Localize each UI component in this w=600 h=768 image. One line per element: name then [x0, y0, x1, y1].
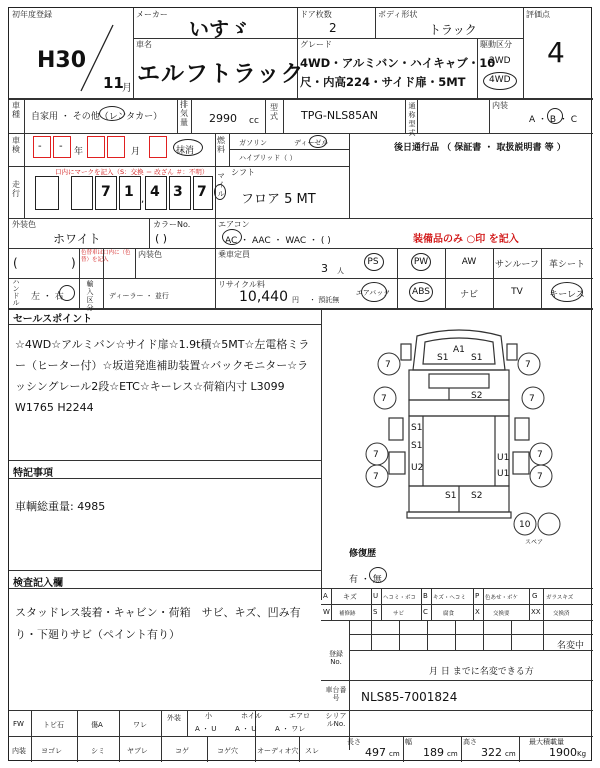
spare-size: 10 — [519, 520, 531, 530]
length-label: 長さ — [347, 738, 361, 746]
handle-value: 左 ・ 右 — [31, 292, 64, 302]
legend-xx-key: XX — [531, 608, 541, 616]
chassis-value: NLS85-7001824 — [361, 690, 458, 704]
inspection-box-4[interactable] — [107, 136, 125, 158]
auction-sheet: 初年度登録 H30 11 月 メーカー いすゞ ドア枚数 2 ボディ形状 トラック 評価点 4 車名 エルフトラック グレード 4WD・アルミバン・ハイキャブ・10 尺・内高224・サイド扉・5MT 駆動区分 2WD 4WD 車種 自家用 ・ その他（レンタカー） 排気量 2990 cc 型式 TPG-NLS85AN 通称型式 内装 A ・ B ・ C 車検 - - 年 月 抹消 燃料 ガソリン ディーゼル ハイブリッド（ ） 後日通行品 （ 保証書 ・ 取扱説明書 等 ） 走行 口内にマークを記入（S：交換 ＝ 改ざん ＃：不明） 7 1 , 4 3 7 マイル シフト フロア 5 MT 外装色 ホワイト カラーNo. ( ) エアコン AC ・ AAC ・ WAC ・ ( ) 装備品のみ ○印 を記入 ( ) 色替車は口内に（色替）を記入 内装色 乗車定員 3 人 ハンドル 左 ・ 右 輸入区分 ディーラー ・ 並行 リサイクル料 10,440 円 ・ 預託無 PS PW AW サンルーフ 革シート エアバック ABS ナビ TV キーレス セールスポイント ☆4WD☆アルミバン☆サイド扉☆1.9t積☆5MT☆左電格ミラー（ヒーター付）☆坂道発進補助装置☆バックモニター☆ラッシングレール2段☆ETC☆キーレス☆荷箱内寸 L3099 W1765 H2244 特記事項 車輌総重量: 4985 検査記入欄 スタッドレス装着・キャビン・荷箱 サビ、キズ、凹み有り・下廻りサビ（ペイント有り） A1 S1 S1 S2 S1 S1 U2 U1 U1 S1 S2 7 7 7 7 7 7 7 7 10 スペア 修復歴 有 ・ 無 A キズ U ヘコミ・ボコ B キズ・ヘコミ P 色あせ・ボケ G ガラスキズ W 補修跡 S サビ C 腐食 X 交換要 XX 交換済 名変中 登録No. 月 日 までに名変できる方 車台番号 NLS85-7001824 シリアルNo. FW トビ石 傷A ワレ 外装 小 A ・ U ホイル A ・ U エアロ A ・ ワレ 内装 ヨゴレ シミ ヤブレ コゲ コゲ穴 オーディオ穴 スレ 長さ 497 cm 幅 189 cm 高さ 322 cm 最大積載量 1900 Kg — [8, 7, 592, 761]
interior-dirt: ヨゴレ — [41, 747, 62, 755]
legend-b-key: B — [423, 592, 428, 600]
legend-s-desc: サビ — [393, 611, 405, 617]
interior-burn-hole: コゲ穴 — [217, 747, 238, 755]
mark-u1-a: U1 — [497, 453, 510, 463]
body: トラック — [429, 23, 477, 37]
fuel-hybrid: ハイブリッド（ ） — [239, 154, 297, 162]
score: 4 — [547, 36, 565, 69]
model-label: 車名 — [136, 40, 152, 49]
mark-s1-f: S1 — [445, 491, 457, 501]
usage-label: 車種 — [12, 101, 20, 119]
reg-year: H30 — [37, 48, 87, 73]
color-no-label: カラーNo. — [153, 220, 191, 229]
length-value: 497 — [365, 746, 386, 759]
mark-s1-b: S1 — [471, 353, 483, 363]
ac-value: AC ・ AAC ・ WAC ・ ( ) — [225, 236, 331, 246]
inspection-none: 抹消 — [176, 146, 195, 156]
tire-6: 7 — [373, 472, 379, 482]
tire-2: 7 — [525, 360, 531, 370]
ac-label: エアコン — [218, 220, 250, 229]
width-unit: cm — [447, 750, 458, 758]
equip-keyless-circle — [551, 282, 583, 302]
drive-label: 駆動区分 — [480, 40, 512, 49]
cc-unit: cc — [249, 116, 259, 126]
load-value: 1900 — [549, 746, 577, 759]
sales-text: ☆4WD☆アルミバン☆サイド扉☆1.9t積☆5MT☆左電格ミラー（ヒーター付）☆坂道発進補助装置☆バックモニター☆ラッシングレール2段☆ETC☆キーレス☆荷箱内寸 L3099 W1765 H2244 — [15, 338, 310, 414]
drive-2wd: 2WD — [489, 56, 511, 66]
doors-label: ドア枚数 — [300, 10, 332, 19]
legend-w-desc: 補修跡 — [339, 611, 356, 617]
small-opts: A ・ U — [195, 725, 217, 733]
drive-4wd: 4WD — [489, 75, 511, 85]
recycle-label: リサイクル料 — [218, 280, 265, 289]
tire-7: 7 — [537, 450, 543, 460]
import-label: 輸入区分 — [86, 280, 94, 312]
doors: 2 — [329, 21, 337, 35]
legend-w-key: W — [323, 608, 330, 616]
tire-1: 7 — [385, 360, 391, 370]
equip-abs: ABS — [412, 287, 430, 297]
spare-label: スペア — [525, 539, 544, 546]
mileage-label: 走行 — [12, 180, 20, 198]
special-title: 特記事項 — [13, 468, 53, 479]
interior-label: 内装 — [492, 101, 508, 110]
mileage-box-1[interactable] — [71, 176, 93, 210]
interior-color-label: 内装色 — [138, 250, 162, 259]
equip-navi: ナビ — [459, 290, 478, 300]
mark-u2: U2 — [411, 463, 424, 473]
docs-title: 後日通行品 （ 保証書 ・ 取扱説明書 等 ） — [394, 143, 566, 153]
inspection-none-circle — [173, 139, 203, 156]
legend-x-desc: 交換要 — [493, 611, 510, 617]
shift-value: フロア 5 MT — [241, 192, 316, 207]
legend-c-desc: 腐食 — [443, 611, 455, 617]
registration-deadline: 月 日 までに名変できる方 — [429, 667, 534, 677]
fw-stone: トビ石 — [43, 721, 64, 729]
capacity-label: 乗車定員 — [218, 250, 250, 259]
interior-audio-hole: オーディオ穴 — [257, 747, 299, 755]
grade-line2: 尺・内高224・サイド扉・5MT — [300, 75, 466, 89]
interior-b-circle — [547, 108, 563, 124]
inspect-notes-text: スタッドレス装着・キャビン・荷箱 サビ、キズ、凹み有り・下廻りサビ（ペイント有り） — [15, 606, 301, 641]
inspection-box-1[interactable] — [33, 136, 51, 158]
repair-title: 修復歴 — [349, 549, 377, 559]
fw-scratch: 傷A — [91, 721, 103, 729]
registration-label: 登録No. — [329, 650, 343, 666]
ac-circle — [222, 229, 242, 245]
handle-circle — [59, 285, 75, 301]
score-label: 評価点 — [526, 10, 550, 19]
inspection-month-unit: 月 — [131, 147, 141, 157]
color-change-note: 色替車は口内に（色替）を記入 — [81, 250, 131, 263]
exterior-label: 外装 — [167, 714, 181, 722]
mileage-digit-1: 7 — [101, 184, 111, 200]
equip-airbag: エアバック — [355, 289, 391, 297]
aero-opts: A ・ ワレ — [275, 725, 306, 733]
interior-burn: コゲ — [175, 747, 189, 755]
tire-5: 7 — [373, 450, 379, 460]
serial-label: シリアルNo. — [325, 712, 347, 728]
name-change: 名変中 — [557, 641, 585, 651]
legend-s-key: S — [373, 608, 378, 616]
usage-circle — [99, 106, 125, 121]
equip-pw: PW — [413, 257, 429, 267]
color-value: ホワイト — [53, 232, 101, 246]
mark-u1-b: U1 — [497, 469, 510, 479]
body-label: ボディ形状 — [378, 10, 418, 19]
interior-wear: スレ — [305, 747, 319, 755]
mark-s1-a: S1 — [437, 353, 449, 363]
interior-tear: ヤブレ — [127, 747, 148, 755]
load-label: 最大積載量 — [529, 738, 564, 746]
repair-value: 有 ・ 無 — [349, 575, 382, 585]
interior-row-label: 内装 — [12, 747, 26, 755]
height-value: 322 — [481, 746, 502, 759]
inspection-box-5[interactable] — [149, 136, 167, 158]
interior-grades: A ・ B ・ C — [529, 115, 578, 125]
deposit-none: ・ 預託無 — [309, 296, 340, 304]
mileage-digit-5: 7 — [197, 184, 207, 200]
type-label: 型式 — [270, 103, 278, 121]
inspection-dash-2: - — [59, 141, 63, 152]
shift-label: シフト — [231, 168, 255, 177]
reg-month: 11 — [103, 74, 124, 92]
length-unit: cm — [389, 750, 400, 758]
model: エルフトラック — [137, 61, 305, 87]
mark-s1-c: S1 — [411, 423, 423, 433]
maker-label: メーカー — [136, 10, 168, 19]
width-value: 189 — [423, 746, 444, 759]
aero-label: エアロ — [289, 712, 310, 720]
car-diagram — [349, 318, 569, 548]
import-value: ディーラー ・ 並行 — [109, 292, 169, 300]
sales-title: セールスポイント — [13, 314, 93, 325]
equip-sunroof: サンルーフ — [495, 260, 539, 270]
grade-line1: 4WD・アルミバン・ハイキャブ・10 — [300, 56, 496, 70]
handle-label: ハンドル — [12, 278, 20, 307]
equip-title: 装備品のみ ○印 を記入 — [413, 234, 519, 245]
yen-unit: 円 — [292, 296, 299, 304]
tire-8: 7 — [537, 472, 543, 482]
legend-p-desc: 色あせ・ボケ — [485, 595, 519, 601]
kind-label: 通称型式 — [408, 102, 416, 137]
legend-xx-desc: 交換済 — [553, 611, 570, 617]
legend-g-key: G — [532, 592, 538, 600]
fuel-gas: ガソリン — [239, 139, 267, 147]
height-unit: cm — [505, 750, 516, 758]
wheel-opts: A ・ U — [235, 725, 257, 733]
equip-ps-circle — [364, 253, 384, 271]
inspect-notes-title: 検査記入欄 — [13, 578, 63, 589]
legend-p-key: P — [475, 592, 480, 600]
chassis-label: 車台番号 — [325, 686, 347, 702]
mileage-digit-4: 3 — [173, 184, 183, 200]
fw-label: FW — [13, 720, 24, 728]
load-unit: Kg — [577, 750, 587, 758]
capacity-unit: 人 — [337, 267, 344, 275]
fuel-label: 燃料 — [217, 136, 225, 154]
mileage-digit-3: 4 — [150, 184, 160, 200]
equip-airbag-circle — [361, 282, 387, 302]
tire-4: 7 — [529, 394, 535, 404]
displacement: 2990 — [209, 112, 237, 125]
mileage-note: 口内にマークを記入（S：交換 ＝ 改ざん ＃：不明） — [55, 168, 209, 176]
legend-g-desc: ガラスキズ — [546, 595, 574, 601]
inspection-label: 車検 — [12, 136, 20, 154]
color-label: 外装色 — [12, 220, 36, 229]
usage-value: 自家用 ・ その他（レンタカー） — [31, 112, 163, 122]
equip-keyless: キーレス — [549, 290, 585, 300]
equip-aw: AW — [461, 257, 477, 267]
equip-abs-circle — [409, 282, 433, 302]
type-value: TPG-NLS85AN — [301, 109, 378, 122]
mileage-unit: マイル — [217, 172, 225, 198]
equip-ps: PS — [367, 257, 379, 267]
inspection-box-3[interactable] — [87, 136, 105, 158]
wheel-label: ホイル — [241, 712, 262, 720]
repair-circle — [369, 567, 387, 583]
interior-stain: シミ — [91, 747, 105, 755]
inspection-year-unit: 年 — [74, 147, 84, 157]
maker: いすゞ — [189, 17, 249, 41]
recycle-value: 10,440 — [239, 289, 288, 305]
legend-b-desc: キズ・ヘコミ — [433, 595, 466, 601]
width-label: 幅 — [405, 738, 412, 746]
grade-label: グレード — [300, 40, 332, 49]
equip-leather: 革シート — [548, 260, 585, 270]
reg-year-label: 初年度登録 — [12, 10, 52, 19]
legend-u-desc: ヘコミ・ボコ — [383, 595, 417, 601]
mark-s2-b: S2 — [471, 491, 483, 501]
fuel-diesel-circle — [309, 135, 327, 148]
legend-x-key: X — [475, 608, 480, 616]
mark-a1: A1 — [453, 345, 465, 355]
legend-c-key: C — [423, 608, 428, 616]
month-unit: 月 — [122, 83, 132, 94]
inspection-dash-1: - — [38, 141, 42, 152]
mark-s1-e: S1 — [411, 441, 423, 451]
legend-a-desc: キズ — [343, 593, 357, 601]
color-no-value: ( ) — [155, 232, 168, 245]
fw-crack: ワレ — [133, 721, 147, 729]
mileage-unit-circle — [214, 184, 226, 200]
mark-s2-a: S2 — [471, 391, 483, 401]
tire-3: 7 — [381, 394, 387, 404]
height-label: 高さ — [463, 738, 477, 746]
displacement-label: 排気量 — [180, 100, 188, 127]
small-label: 小 — [205, 712, 212, 720]
equip-pw-circle — [411, 253, 431, 271]
special-text: 車輌総重量: 4985 — [15, 500, 106, 513]
fuel-diesel: ディーゼル — [294, 139, 329, 147]
legend-u-key: U — [373, 592, 379, 600]
mileage-comma: , — [141, 194, 145, 205]
legend-a-key: A — [323, 592, 328, 600]
capacity: 3 — [321, 262, 328, 275]
equip-tv: TV — [511, 287, 523, 297]
mileage-digit-2: 1 — [124, 184, 134, 200]
mileage-box-0[interactable] — [35, 176, 59, 210]
